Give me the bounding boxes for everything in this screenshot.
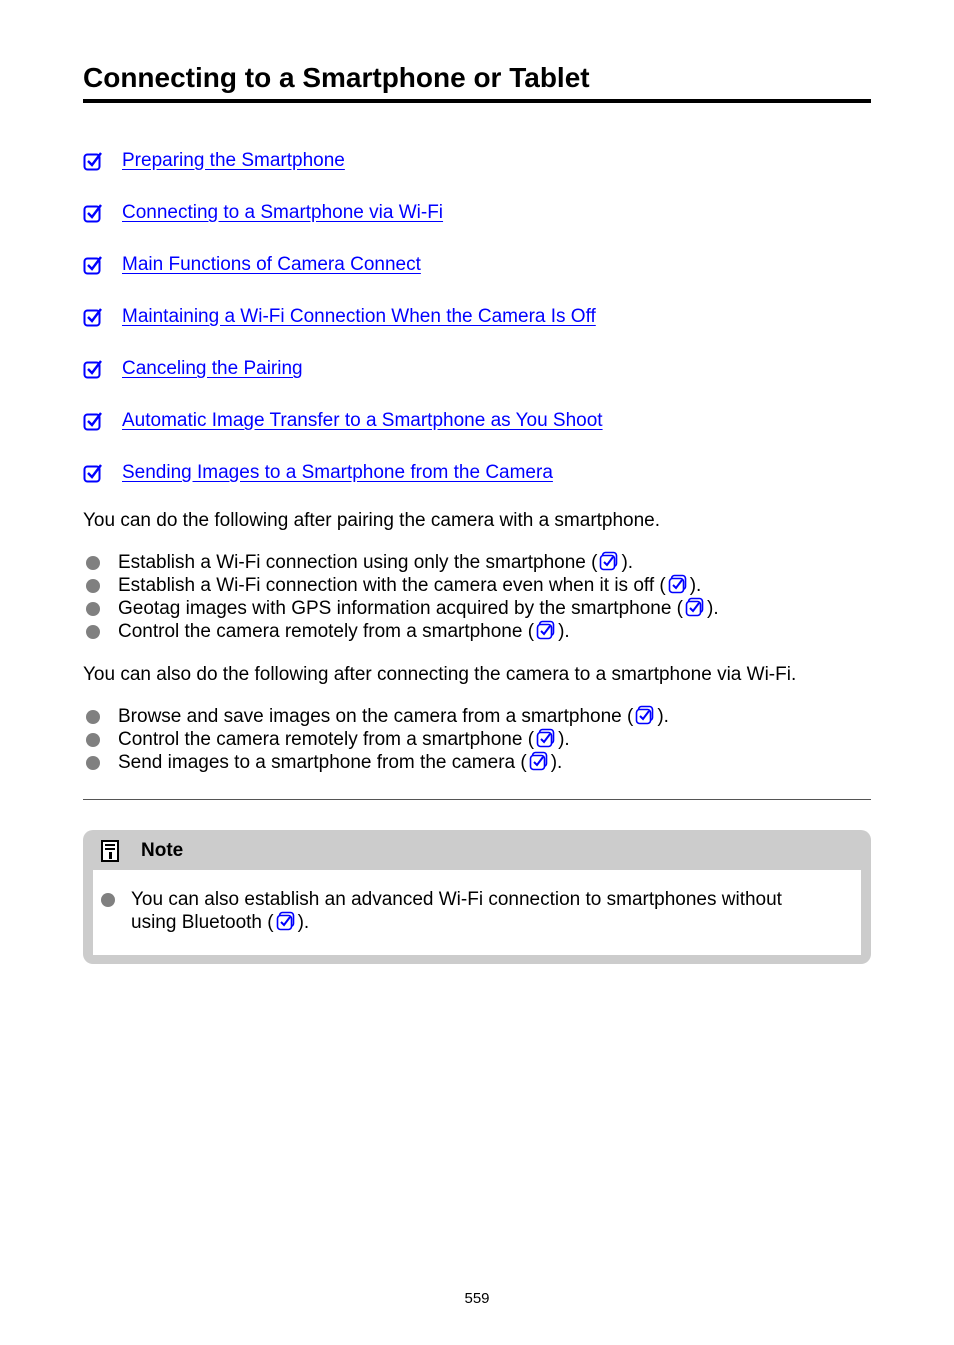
list-item xyxy=(83,705,871,728)
checkbox-link-icon xyxy=(83,411,103,431)
page-number: 559 xyxy=(464,1290,490,1307)
list-item-text-end: ). xyxy=(558,729,570,750)
page-reference-icon[interactable] xyxy=(668,574,688,594)
list-item xyxy=(83,620,871,643)
bullet-dot xyxy=(86,625,100,639)
note-text-line-1: You can also establish an advanced Wi-Fi connection to smartphones without xyxy=(131,889,782,910)
section-divider xyxy=(83,799,871,800)
toc-link[interactable]: Preparing the Smartphone xyxy=(122,150,345,171)
list-item-text: Send images to a smartphone from the camera ( xyxy=(118,752,527,773)
list-item-text-end: ). xyxy=(657,706,669,727)
title-underline xyxy=(83,99,871,103)
page-reference-icon[interactable] xyxy=(276,911,296,931)
list-item-text: Control the camera remotely from a smartphone ( xyxy=(118,621,535,642)
note-list-item xyxy=(93,888,861,934)
list-item-text: Establish a Wi-Fi connection with the camera even when it is off ( xyxy=(118,575,666,596)
toc-item[interactable] xyxy=(83,198,443,228)
toc-link[interactable]: Maintaining a Wi-Fi Connection When the Camera Is Off xyxy=(122,306,596,327)
list-item xyxy=(83,574,871,597)
bullet-dot xyxy=(86,556,100,570)
toc-item[interactable] xyxy=(83,302,596,332)
list-item-text-end: ). xyxy=(689,575,702,596)
list-item-text: Geotag images with GPS information acquired by the smartphone ( xyxy=(118,598,684,619)
toc-link[interactable]: Main Functions of Camera Connect xyxy=(122,254,421,275)
wifi-features-list xyxy=(83,705,871,774)
note-body xyxy=(93,870,861,955)
toc-link[interactable]: Connecting to a Smartphone via Wi-Fi xyxy=(122,202,444,223)
note-text-line-2-start: using Bluetooth ( xyxy=(131,912,274,933)
note-header xyxy=(83,830,871,870)
note-memo-icon xyxy=(100,839,120,863)
list-item-text-end: ). xyxy=(558,621,570,642)
page-reference-icon[interactable] xyxy=(685,597,705,617)
note-text-line-2-end: ). xyxy=(297,912,310,933)
bullet-dot xyxy=(86,733,100,747)
checkbox-link-icon xyxy=(83,307,103,327)
list-item xyxy=(83,551,871,574)
list-item-text-end: ). xyxy=(621,552,634,573)
toc-item[interactable] xyxy=(83,458,553,488)
intro-paragraph-wifi: You can also do the following after connecting the camera to a smartphone via Wi-Fi. xyxy=(83,664,797,685)
toc-item[interactable] xyxy=(83,406,603,436)
bullet-dot xyxy=(86,579,100,593)
toc-item[interactable] xyxy=(83,354,303,384)
note-title: Note xyxy=(141,840,184,861)
page-reference-icon[interactable] xyxy=(536,728,556,748)
page-reference-icon[interactable] xyxy=(536,620,556,640)
list-item xyxy=(83,597,871,620)
bullet-dot xyxy=(86,710,100,724)
note-box xyxy=(83,830,871,964)
toc-link[interactable]: Automatic Image Transfer to a Smartphone as You Shoot xyxy=(122,410,603,431)
checkbox-link-icon xyxy=(83,255,103,275)
list-item-text-end: ). xyxy=(707,598,719,619)
checkbox-link-icon xyxy=(83,463,103,483)
list-item xyxy=(83,751,871,774)
toc-link[interactable]: Canceling the Pairing xyxy=(122,358,303,379)
bullet-dot xyxy=(86,756,100,770)
checkbox-link-icon xyxy=(83,151,103,171)
page-reference-icon[interactable] xyxy=(635,705,655,725)
list-item xyxy=(83,728,871,751)
list-item-text: Establish a Wi-Fi connection using only the smartphone ( xyxy=(118,552,598,573)
bullet-dot xyxy=(101,893,115,907)
list-item-text: Control the camera remotely from a smartphone ( xyxy=(118,729,535,750)
note-text-line-2 xyxy=(131,911,861,934)
toc-item[interactable] xyxy=(83,146,345,176)
bullet-dot xyxy=(86,602,100,616)
toc-link[interactable]: Sending Images to a Smartphone from the Camera xyxy=(122,462,553,483)
pairing-features-list xyxy=(83,551,871,643)
checkbox-link-icon xyxy=(83,203,103,223)
page-title: Connecting to a Smartphone or Tablet xyxy=(83,62,590,93)
list-item-text: Browse and save images on the camera from a smartphone ( xyxy=(118,706,634,727)
page-reference-icon[interactable] xyxy=(529,751,549,771)
checkbox-link-icon xyxy=(83,359,103,379)
intro-paragraph-pairing: You can do the following after pairing the camera with a smartphone. xyxy=(83,510,661,531)
toc-item[interactable] xyxy=(83,250,421,280)
page-reference-icon[interactable] xyxy=(599,551,619,571)
list-item-text-end: ). xyxy=(550,752,563,773)
